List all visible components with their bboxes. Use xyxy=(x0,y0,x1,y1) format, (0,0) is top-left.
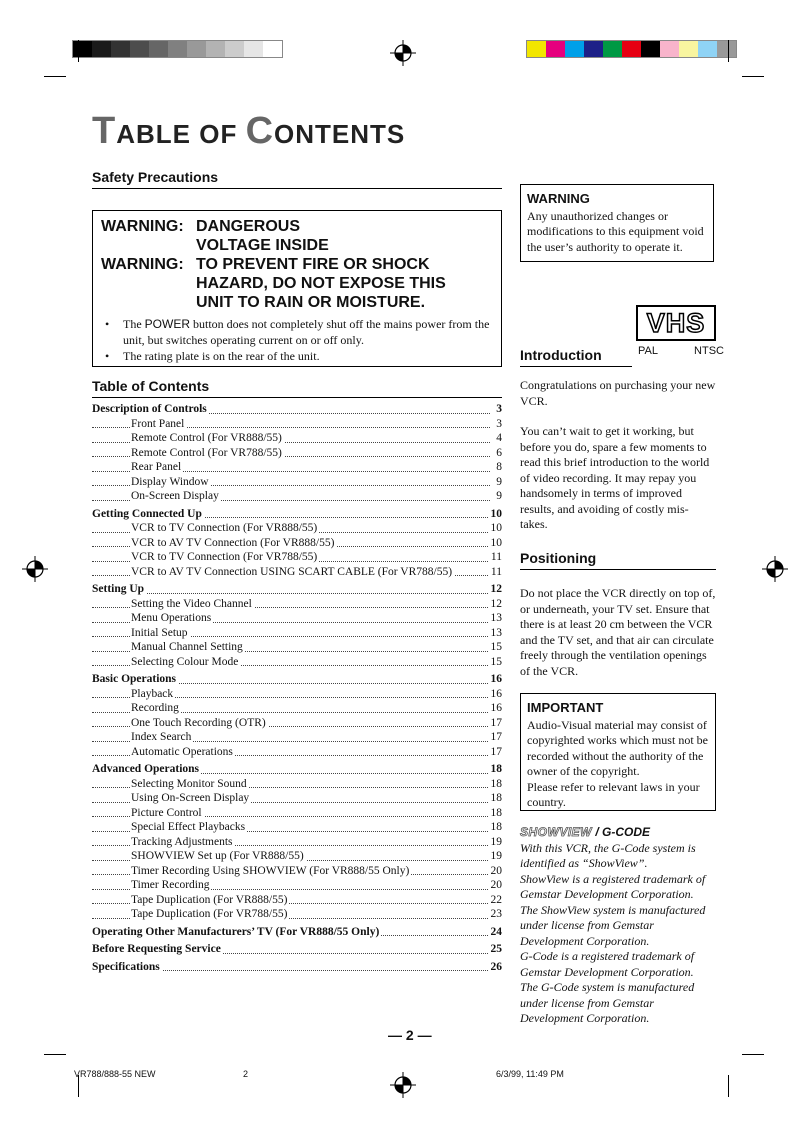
toc-entry-title: Index Search xyxy=(131,731,192,743)
toc-entry-page: 6 xyxy=(496,446,502,459)
page-number: — 2 — xyxy=(388,1027,432,1043)
toc-entry-page: 10 xyxy=(490,507,502,520)
toc-entry-title: VCR to AV TV Connection USING SCART CABLE (For VR788/55) xyxy=(131,565,453,578)
color-swatch xyxy=(698,41,717,57)
toc-entry-title: VCR to AV TV Connection (For VR888/55) xyxy=(131,536,335,549)
color-swatch xyxy=(527,41,546,57)
warning-box-text: Any unauthorized changes or modifications to this equipment void the user’s authority to operate it. xyxy=(527,208,704,254)
toc-entry-title: Timer Recording Using SHOWVIEW (For VR888/55 Only) xyxy=(131,864,410,877)
crop-mark xyxy=(742,76,764,77)
toc-section-row xyxy=(92,402,502,417)
toc-entry-title: Tape Duplication (For VR788/55) xyxy=(131,908,288,920)
title-rest-2: ONTENTS xyxy=(274,119,406,149)
color-swatch xyxy=(603,41,622,57)
positioning-heading: Positioning xyxy=(520,550,716,570)
positioning-text: Do not place the VCR directly on top of, or underneath, your TV set. Ensure that there is at least 20 cm between the VCR and the TV set, and that air can circulate freely through the ventilation openings of the VCR. xyxy=(520,586,716,678)
important-text: Audio-Visual material may consist of copyrighted works which must not be recorded without the authority of the owner of the copyright. xyxy=(527,717,708,778)
grayscale-registration-bar xyxy=(72,40,283,58)
toc-entry-title: Setting the Video Channel xyxy=(131,597,252,610)
toc-entry-page: 16 xyxy=(490,702,502,714)
toc-entry-page: 17 xyxy=(490,716,502,729)
toc-entry-title: Remote Control (For VR888/55) xyxy=(131,432,282,444)
toc-entry-page: 16 xyxy=(490,687,502,700)
toc-entry-row xyxy=(92,730,502,745)
color-swatch xyxy=(660,41,679,57)
toc-entry-title: VCR to TV Connection (For VR788/55) xyxy=(131,551,318,563)
toc-heading: Table of Contents xyxy=(92,378,502,398)
toc-entry-row xyxy=(92,835,502,850)
toc-entry-page: 3 xyxy=(496,417,502,430)
toc-entry-title: VCR to TV Connection (For VR888/55) xyxy=(131,522,318,534)
toc-entry-row xyxy=(92,446,502,461)
toc-entry-page: 18 xyxy=(490,806,502,819)
toc-entry-row xyxy=(92,565,502,580)
toc-entry-row xyxy=(92,475,502,490)
safety-heading: Safety Precautions xyxy=(92,169,502,189)
toc-section-row xyxy=(92,582,502,597)
toc-entry-title: Timer Recording xyxy=(131,879,210,891)
footer-file: VR788/888-55 NEW xyxy=(74,1069,156,1079)
crop-mark xyxy=(44,76,66,77)
toc-entry-row xyxy=(92,893,502,908)
warning-text: TO PREVENT FIRE OR SHOCK HAZARD, DO NOT EXPOSE THIS UNIT TO RAIN OR MOISTURE. xyxy=(196,256,446,311)
toc-entry-row xyxy=(92,864,502,879)
toc-entry-title: Before Requesting Service xyxy=(92,943,221,955)
crop-mark xyxy=(78,40,79,62)
toc-entry-title: Playback xyxy=(131,687,174,700)
toc-entry-title: Setting Up xyxy=(92,583,145,595)
color-swatch xyxy=(73,41,92,57)
color-swatch xyxy=(641,41,660,57)
color-swatch xyxy=(149,41,168,57)
toc-entry-row xyxy=(92,489,502,504)
toc-entry-page: 26 xyxy=(490,960,502,973)
table-of-contents xyxy=(92,402,502,974)
toc-entry-row xyxy=(92,806,502,821)
toc-entry-page: 13 xyxy=(490,612,502,624)
toc-section-row xyxy=(92,672,502,687)
toc-entry-row xyxy=(92,550,502,565)
registration-crosshair-icon xyxy=(22,556,48,582)
showview-brand: SHOWVIEW xyxy=(520,825,592,839)
vhs-logo: VHS xyxy=(636,305,716,341)
toc-entry-title: Tracking Adjustments xyxy=(131,835,233,848)
toc-section-row xyxy=(92,960,502,975)
color-swatch xyxy=(263,41,282,57)
toc-entry-title: Selecting Colour Mode xyxy=(131,655,239,668)
toc-section-row xyxy=(92,762,502,777)
toc-entry-page: 24 xyxy=(490,925,502,938)
ntsc-label: NTSC xyxy=(694,345,724,357)
toc-entry-row xyxy=(92,460,502,475)
toc-entry-page: 20 xyxy=(490,879,502,891)
toc-entry-row xyxy=(92,878,502,893)
pal-label: PAL xyxy=(638,345,658,357)
toc-entry-row xyxy=(92,791,502,806)
toc-entry-page: 25 xyxy=(490,943,502,955)
safety-warning-box xyxy=(92,210,502,367)
toc-entry-row xyxy=(92,907,502,922)
toc-entry-row xyxy=(92,745,502,760)
toc-section-row xyxy=(92,507,502,522)
warning-text: DANGEROUS VOLTAGE INSIDE xyxy=(196,218,329,254)
color-swatch xyxy=(584,41,603,57)
toc-entry-row xyxy=(92,597,502,612)
toc-entry-row xyxy=(92,521,502,536)
toc-entry-page: 11 xyxy=(490,565,502,578)
toc-entry-row xyxy=(92,431,502,446)
title-rest-1: ABLE OF xyxy=(116,119,246,149)
toc-entry-title: Picture Control xyxy=(131,806,202,819)
warning-label: WARNING: xyxy=(101,256,184,273)
toc-entry-page: 17 xyxy=(490,745,502,758)
showview-notice xyxy=(520,825,720,1027)
toc-entry-page: 18 xyxy=(490,821,502,833)
toc-entry-title: Menu Operations xyxy=(131,612,212,624)
toc-entry-page: 12 xyxy=(490,597,502,610)
toc-entry-row xyxy=(92,536,502,551)
introduction-heading: Introduction xyxy=(520,347,632,367)
footer-date: 6/3/99, 11:49 PM xyxy=(496,1069,564,1079)
toc-entry-page: 10 xyxy=(490,536,502,549)
toc-entry-title: SHOWVIEW Set up (For VR888/55) xyxy=(131,850,304,862)
registration-crosshair-icon xyxy=(762,556,788,582)
color-swatch xyxy=(225,41,244,57)
color-swatch xyxy=(717,41,736,57)
color-swatch xyxy=(168,41,187,57)
toc-entry-page: 18 xyxy=(490,777,502,790)
toc-entry-page: 15 xyxy=(490,655,502,668)
toc-entry-title: Basic Operations xyxy=(92,673,177,685)
toc-entry-title: Front Panel xyxy=(131,417,185,430)
toc-entry-title: Special Effect Playbacks xyxy=(131,821,246,833)
toc-entry-title: Manual Channel Setting xyxy=(131,641,243,653)
warning-label: WARNING: xyxy=(101,218,184,235)
toc-entry-row xyxy=(92,849,502,864)
toc-entry-row xyxy=(92,626,502,641)
toc-entry-page: 3 xyxy=(496,403,502,415)
important-heading: IMPORTANT xyxy=(527,700,604,715)
toc-entry-title: Initial Setup xyxy=(131,626,188,639)
introduction-para-1: Congratulations on purchasing your new VCR. xyxy=(520,378,716,408)
toc-entry-page: 16 xyxy=(490,673,502,685)
toc-section-row xyxy=(92,942,502,957)
toc-entry-title: Operating Other Manufacturers’ TV (For VR888/55 Only) xyxy=(92,925,380,938)
color-swatch xyxy=(130,41,149,57)
gcode-brand: G-CODE xyxy=(602,825,651,839)
color-swatch xyxy=(546,41,565,57)
registration-crosshair-icon xyxy=(390,40,416,66)
toc-entry-row xyxy=(92,655,502,670)
toc-entry-page: 10 xyxy=(490,522,502,534)
toc-entry-page: 8 xyxy=(496,461,502,473)
showview-line: With this VCR, the G-Code system is identified as “ShowView”. xyxy=(520,840,696,870)
list-item: • The rating plate is on the rear of the unit. xyxy=(105,349,320,363)
toc-entry-title: Advanced Operations xyxy=(92,763,200,775)
toc-entry-title: Remote Control (For VR788/55) xyxy=(131,446,282,459)
toc-entry-title: Using On-Screen Display xyxy=(131,792,250,804)
toc-entry-page: 18 xyxy=(490,792,502,804)
title-cap-c: C xyxy=(245,110,275,152)
color-swatch xyxy=(206,41,225,57)
toc-entry-title: On-Screen Display xyxy=(131,490,219,502)
toc-entry-row xyxy=(92,417,502,432)
toc-entry-row xyxy=(92,777,502,792)
showview-gcode-brand: SHOWVIEW / G-CODE xyxy=(520,825,651,839)
toc-entry-page: 20 xyxy=(490,864,502,877)
toc-entry-page: 12 xyxy=(490,583,502,595)
toc-entry-title: Rear Panel xyxy=(131,461,182,473)
vhs-standards xyxy=(638,345,724,357)
toc-entry-title: Selecting Monitor Sound xyxy=(131,777,247,790)
power-button-label: POWER xyxy=(144,317,190,331)
color-swatch xyxy=(244,41,263,57)
toc-entry-page: 9 xyxy=(496,475,502,488)
toc-entry-page: 11 xyxy=(490,551,502,563)
color-registration-bar xyxy=(526,40,737,58)
toc-entry-page: 15 xyxy=(490,641,502,653)
registration-crosshair-icon xyxy=(390,1072,416,1098)
crop-mark xyxy=(728,1075,729,1097)
showview-line: The G-Code system is manufactured under license from Gemstar Development Corporation. xyxy=(520,980,695,1025)
toc-entry-title: Getting Connected Up xyxy=(92,507,202,520)
toc-entry-page: 13 xyxy=(490,626,502,639)
toc-entry-title: Display Window xyxy=(131,475,209,488)
toc-entry-title: Description of Controls xyxy=(92,403,207,415)
color-swatch xyxy=(187,41,206,57)
crop-mark xyxy=(44,1054,66,1055)
important-text-2: Please refer to relevant laws in your country. xyxy=(527,779,700,809)
important-box xyxy=(520,693,716,811)
toc-entry-page: 22 xyxy=(490,893,502,906)
color-swatch xyxy=(622,41,641,57)
toc-entry-title: Automatic Operations xyxy=(131,745,233,758)
color-swatch xyxy=(111,41,130,57)
toc-entry-row xyxy=(92,687,502,702)
footer-page: 2 xyxy=(243,1069,249,1079)
color-swatch xyxy=(565,41,584,57)
toc-entry-title: One Touch Recording (OTR) xyxy=(131,716,266,729)
toc-entry-page: 23 xyxy=(490,908,502,920)
safety-bullets xyxy=(101,316,493,364)
showview-line: ShowView is a registered trademark of Gemstar Development Corporation. xyxy=(520,871,706,901)
unauthorized-changes-warning-box xyxy=(520,184,714,262)
showview-line: The ShowView system is manufactured under license from Gemstar Development Corporation. xyxy=(520,902,706,948)
showview-line: G-Code is a registered trademark of Gemstar Development Corporation. xyxy=(520,949,695,979)
introduction-para-2: You can’t wait to get it working, but before you do, spare a few moments to read this brief introduction to the world of video recording. It may repay you handsomely in terms of improved results, and avoiding of costly mis-takes. xyxy=(520,424,710,531)
toc-entry-row xyxy=(92,611,502,626)
toc-entry-row xyxy=(92,640,502,655)
toc-entry-page: 4 xyxy=(496,432,502,444)
toc-entry-title: Recording xyxy=(131,702,179,714)
list-item: • The POWER button does not completely shut off the mains power from the unit, but switches operating current on or off only. xyxy=(105,317,490,347)
toc-entry-page: 19 xyxy=(490,850,502,862)
title-cap-t: T xyxy=(92,110,117,152)
toc-entry-page: 17 xyxy=(490,731,502,743)
crop-mark xyxy=(742,1054,764,1055)
toc-entry-row xyxy=(92,716,502,731)
toc-entry-row xyxy=(92,701,502,716)
toc-entry-page: 19 xyxy=(490,835,502,848)
toc-entry-title: Tape Duplication (For VR888/55) xyxy=(131,893,288,906)
color-swatch xyxy=(679,41,698,57)
warning-box-heading: WARNING xyxy=(527,191,590,206)
toc-section-row xyxy=(92,925,502,940)
toc-entry-row xyxy=(92,820,502,835)
toc-entry-page: 9 xyxy=(496,490,502,502)
color-swatch xyxy=(92,41,111,57)
toc-entry-page: 18 xyxy=(490,763,502,775)
toc-entry-title: Specifications xyxy=(92,960,160,973)
warning-line xyxy=(101,255,493,312)
page-title xyxy=(92,110,405,153)
crop-mark xyxy=(728,40,729,62)
warning-line xyxy=(101,217,493,255)
